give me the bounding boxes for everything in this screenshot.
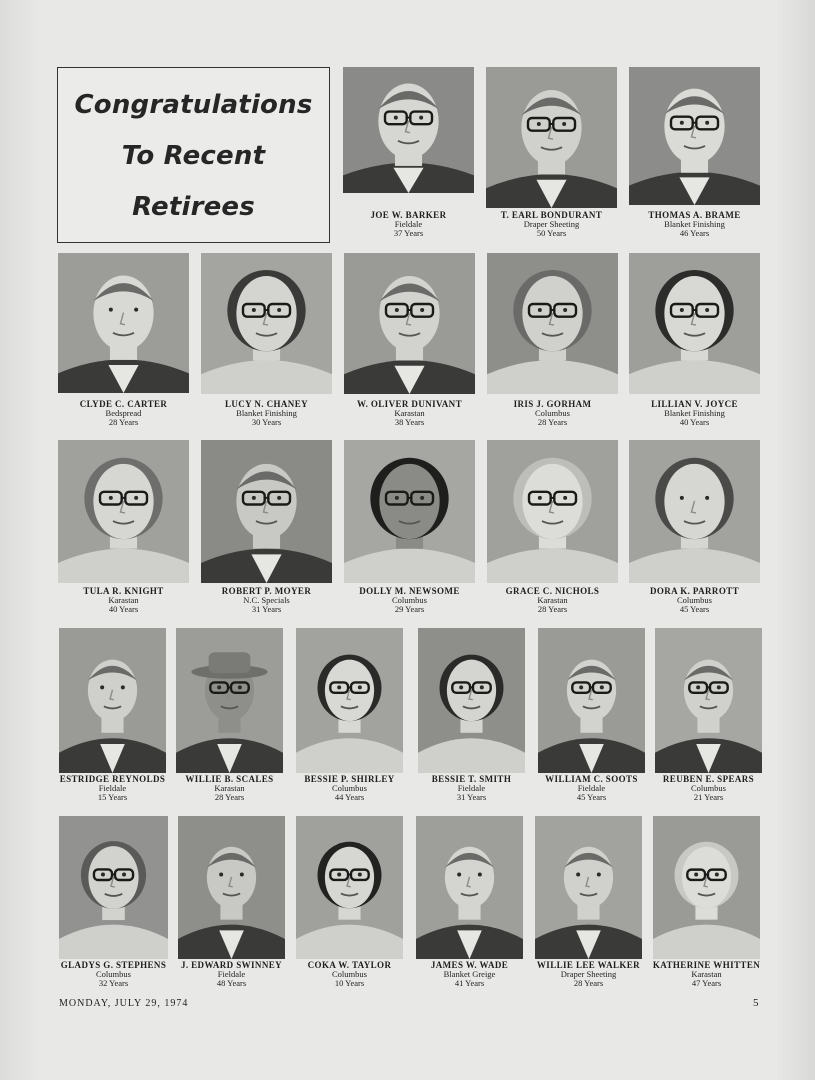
retiree-photo: [538, 628, 645, 773]
retiree-caption: [619, 211, 770, 238]
portrait-photo: [201, 440, 332, 583]
portrait-photo: [201, 253, 332, 394]
retiree-photo: [296, 628, 403, 773]
retiree-name: WILLIE LEE WALKER: [536, 960, 641, 970]
retiree-department: Columbus: [677, 595, 712, 606]
retiree-department: N.C. Specials: [243, 595, 290, 606]
retiree-name: J. EDWARD SWINNEY: [180, 960, 283, 970]
retiree-department: Columbus: [691, 783, 726, 794]
retiree-years: 37 Years: [393, 228, 424, 239]
retiree-department: Fieldale: [457, 783, 486, 794]
retiree-caption: [637, 961, 777, 988]
retiree-years: 28 Years: [108, 417, 139, 428]
retiree-department: Fieldale: [394, 219, 423, 230]
retiree-caption: [280, 775, 420, 802]
retiree-years: 41 Years: [454, 978, 485, 989]
retiree-department: Draper Sheeting: [523, 219, 580, 230]
retiree-name: THOMAS A. BRAME: [648, 210, 741, 220]
portrait-photo: [344, 440, 475, 583]
retiree-department: Karastan: [537, 595, 568, 606]
portrait-photo: [629, 67, 760, 205]
retiree-photo: [176, 628, 283, 773]
retiree-years: 15 Years: [97, 792, 128, 803]
retiree-name: JAMES W. WADE: [430, 960, 509, 970]
retiree-years: 30 Years: [251, 417, 282, 428]
retiree-department: Karastan: [108, 595, 139, 606]
retiree-photo: [535, 816, 642, 959]
title-box: [57, 67, 330, 243]
portrait-photo: [343, 67, 474, 193]
retiree-caption: [191, 400, 342, 427]
retiree-photo: [58, 253, 189, 393]
portrait-photo: [296, 816, 403, 959]
portrait-photo: [535, 816, 642, 959]
retiree-years: 50 Years: [536, 228, 567, 239]
retiree-photo: [59, 628, 166, 773]
retiree-name: ROBERT P. MOYER: [221, 586, 312, 596]
portrait-photo: [487, 253, 618, 394]
portrait-photo: [59, 816, 168, 959]
retiree-name: WILLIE B. SCALES: [185, 774, 274, 784]
retiree-photo: [629, 67, 760, 205]
retiree-department: Blanket Finishing: [664, 219, 725, 230]
retiree-department: Fieldale: [217, 969, 246, 980]
portrait-photo: [487, 440, 618, 583]
retiree-department: Karastan: [214, 783, 245, 794]
retiree-years: 28 Years: [573, 978, 604, 989]
retiree-department: Columbus: [96, 969, 131, 980]
retiree-name: LILLIAN V. JOYCE: [651, 399, 738, 409]
retiree-department: Draper Sheeting: [560, 969, 617, 980]
retiree-years: 31 Years: [456, 792, 487, 803]
retiree-name: LUCY N. CHANEY: [224, 399, 309, 409]
retiree-years: 48 Years: [216, 978, 247, 989]
retiree-name: TULA R. KNIGHT: [83, 586, 164, 596]
issue-date: MONDAY, JULY 29, 1974: [59, 998, 189, 1009]
retiree-caption: [476, 211, 627, 238]
retiree-photo: [296, 816, 403, 959]
retiree-photo: [487, 440, 618, 583]
retiree-caption: [477, 587, 628, 614]
retiree-department: Karastan: [394, 408, 425, 419]
title-line-1: Congratulations: [74, 90, 313, 120]
retiree-photo: [201, 253, 332, 394]
retiree-caption: [639, 775, 779, 802]
retiree-caption: [160, 775, 300, 802]
portrait-photo: [296, 628, 403, 773]
retiree-caption: [48, 400, 199, 427]
retiree-years: 38 Years: [394, 417, 425, 428]
retiree-photo: [629, 253, 760, 394]
retiree-name: GRACE C. NICHOLS: [505, 586, 600, 596]
retiree-years: 21 Years: [693, 792, 724, 803]
retiree-name: ESTRIDGE REYNOLDS: [59, 774, 166, 784]
retiree-department: Columbus: [392, 595, 427, 606]
portrait-photo: [629, 253, 760, 394]
retiree-department: Columbus: [332, 969, 367, 980]
retiree-caption: [619, 587, 770, 614]
retiree-name: CLYDE C. CARTER: [79, 399, 168, 409]
retiree-photo: [58, 440, 189, 583]
portrait-photo: [176, 628, 283, 773]
retiree-name: WILLIAM C. SOOTS: [545, 774, 638, 784]
retiree-name: IRIS J. GORHAM: [513, 399, 592, 409]
retiree-caption: [477, 400, 628, 427]
title-line-2: To Recent: [121, 141, 266, 171]
retiree-years: 10 Years: [334, 978, 365, 989]
portrait-photo: [418, 628, 525, 773]
retiree-photo: [487, 253, 618, 394]
retiree-name: DOLLY M. NEWSOME: [359, 586, 460, 596]
portrait-photo: [538, 628, 645, 773]
retiree-name: W. OLIVER DUNIVANT: [357, 399, 462, 409]
retiree-name: BESSIE P. SHIRLEY: [304, 774, 395, 784]
retiree-name: JOE W. BARKER: [370, 210, 447, 220]
retiree-photo: [178, 816, 285, 959]
retiree-years: 28 Years: [214, 792, 245, 803]
retiree-years: 32 Years: [98, 978, 129, 989]
portrait-photo: [653, 816, 760, 959]
portrait-photo: [486, 67, 617, 208]
page-number: 5: [753, 997, 759, 1009]
portrait-photo: [655, 628, 762, 773]
retiree-years: 28 Years: [537, 417, 568, 428]
retiree-department: Fieldale: [98, 783, 127, 794]
retiree-department: Blanket Finishing: [664, 408, 725, 419]
retiree-name: REUBEN E. SPEARS: [662, 774, 755, 784]
retiree-caption: [334, 587, 485, 614]
retiree-years: 47 Years: [691, 978, 722, 989]
retiree-name: DORA K. PARROTT: [649, 586, 740, 596]
portrait-photo: [58, 253, 189, 393]
retiree-years: 40 Years: [108, 604, 139, 615]
retiree-years: 29 Years: [394, 604, 425, 615]
retiree-name: T. EARL BONDURANT: [500, 210, 603, 220]
retiree-caption: [334, 400, 485, 427]
retiree-department: Bedspread: [105, 408, 142, 419]
retiree-photo: [343, 67, 474, 193]
retiree-years: 28 Years: [537, 604, 568, 615]
retiree-name: KATHERINE WHITTEN: [652, 960, 761, 970]
retiree-caption: [280, 961, 420, 988]
retiree-years: 40 Years: [679, 417, 710, 428]
portrait-photo: [58, 440, 189, 583]
retiree-years: 44 Years: [334, 792, 365, 803]
retiree-department: Karastan: [691, 969, 722, 980]
retiree-caption: [191, 587, 342, 614]
retiree-photo: [653, 816, 760, 959]
retiree-years: 45 Years: [679, 604, 710, 615]
retiree-photo: [201, 440, 332, 583]
title-line-3: Retirees: [132, 192, 255, 222]
retiree-photo: [655, 628, 762, 773]
retiree-department: Blanket Finishing: [236, 408, 297, 419]
retiree-name: BESSIE T. SMITH: [431, 774, 512, 784]
retiree-caption: [402, 775, 542, 802]
retiree-years: 46 Years: [679, 228, 710, 239]
retiree-photo: [629, 440, 760, 583]
retiree-photo: [418, 628, 525, 773]
portrait-photo: [416, 816, 523, 959]
retiree-years: 31 Years: [251, 604, 282, 615]
retiree-photo: [416, 816, 523, 959]
retiree-caption: [619, 400, 770, 427]
retiree-photo: [486, 67, 617, 208]
retiree-years: 45 Years: [576, 792, 607, 803]
retiree-photo: [344, 440, 475, 583]
retiree-department: Blanket Greige: [443, 969, 496, 980]
retiree-caption: [333, 211, 484, 238]
portrait-photo: [629, 440, 760, 583]
retiree-department: Columbus: [332, 783, 367, 794]
retiree-caption: [48, 587, 199, 614]
portrait-photo: [178, 816, 285, 959]
retiree-name: GLADYS G. STEPHENS: [60, 960, 167, 970]
retiree-department: Columbus: [535, 408, 570, 419]
retiree-name: COKA W. TAYLOR: [307, 960, 392, 970]
retiree-photo: [344, 253, 475, 394]
retiree-photo: [59, 816, 168, 959]
retiree-department: Fieldale: [577, 783, 606, 794]
portrait-photo: [344, 253, 475, 394]
portrait-photo: [59, 628, 166, 773]
